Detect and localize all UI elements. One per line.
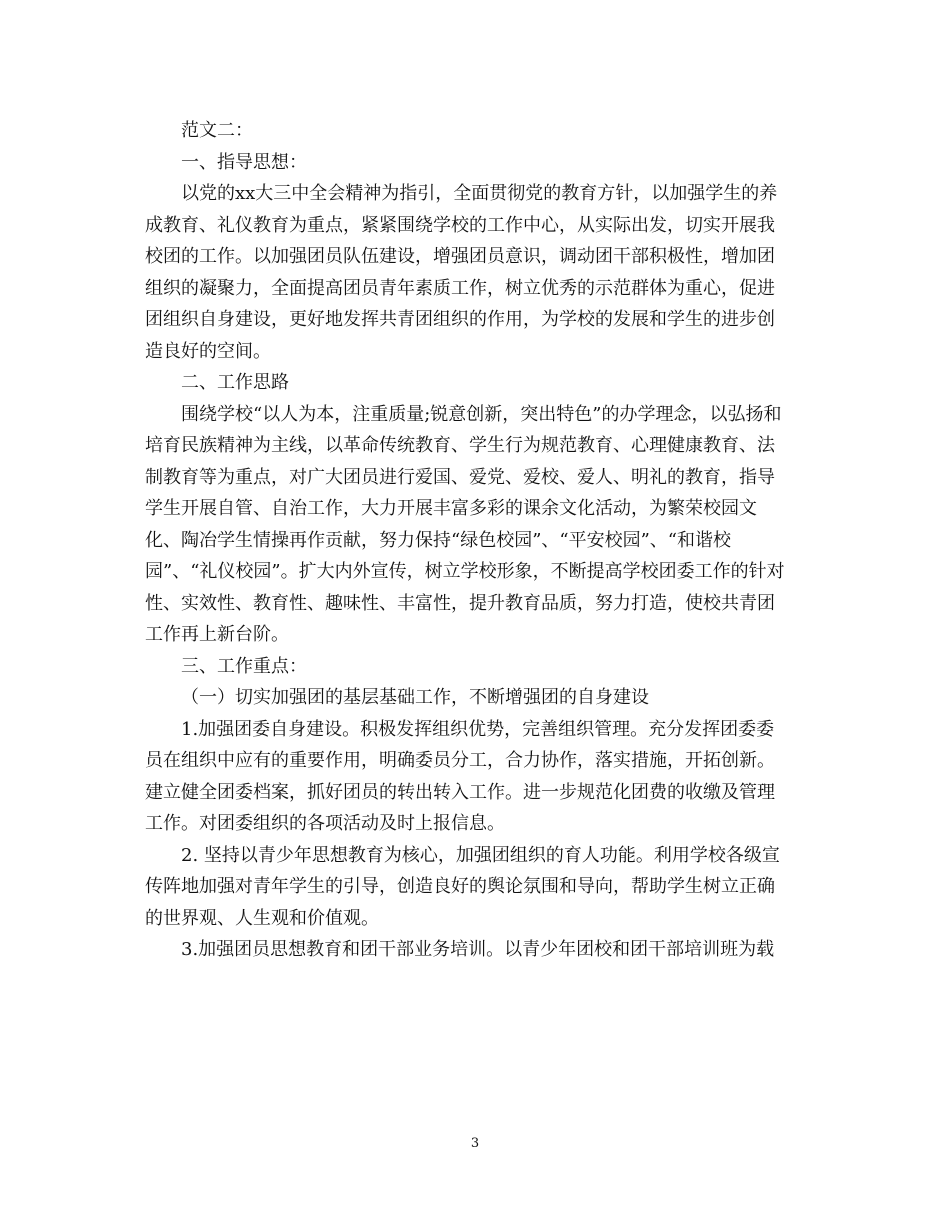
text-line: 二、工作思路 [181,372,289,393]
section-heading-work-approach [145,367,807,399]
text-line: 三、工作重点： [181,655,307,677]
text-line: 员在组织中应有的重要作用，明确委员分工，合力协作，落实措施，开拓创新。 [145,750,775,771]
text-line: （一）切实加强团的基层基础工作，不断增强团的自身建设 [181,687,649,708]
page-number: 3 [470,1136,480,1151]
text-line: 学生开展自管、自治工作，大力开展丰富多彩的课余文化活动，为繁荣校园文 [145,498,757,519]
text-line: 范文二： [181,120,253,141]
section-heading-work-focus [145,651,807,683]
text-line: 制教育等为重点，对广大团员进行爱国、爱党、爱校、爱人、明礼的教育，指导 [145,466,775,488]
document-body [145,115,807,966]
text-line: 工作。对团委组织的各项活动及时上报信息。 [145,813,505,834]
text-line: 团组织自身建设，更好地发挥共青团组织的作用，为学校的发展和学生的进步创 [145,309,775,330]
text-line: 以党的xx大三中全会精神为指引，全面贯彻党的教育方针，以加强学生的养 [181,183,778,204]
text-line: 一、指导思想： [181,151,307,173]
paragraph-guiding-ideology [145,178,807,367]
text-line: 性、实效性、教育性、趣味性、丰富性，提升教育品质，努力打造，使校共青团 [145,592,775,614]
text-line: 传阵地加强对青年学生的引导，创造良好的舆论氛围和导向，帮助学生树立正确 [145,876,775,897]
text-line: 3.加强团员思想教育和团干部业务培训。以青少年团校和团干部培训班为载 [181,939,775,960]
text-line: 的世界观、人生观和价值观。 [145,907,379,929]
subsection-heading-one [145,682,807,714]
text-line: 建立健全团委档案，抓好团员的转出转入工作。进一步规范化团费的收缴及管理 [145,781,775,803]
text-line: 围绕学校“以人为本，注重质量;锐意创新，突出特色”的办学理念，以弘扬和 [181,403,782,425]
text-line: 造良好的空间。 [145,340,271,362]
text-line: 园”、“礼仪校园”。扩大内外宣传，树立学校形象，不断提高学校团委工作的针对 [145,561,785,582]
paragraph-item-3 [145,934,807,966]
text-line: 工作再上新台阶。 [145,624,289,645]
text-line: 组织的凝聚力，全面提高团员青年素质工作，树立优秀的示范群体为重心，促进 [145,277,775,299]
section-heading-guiding-ideology [145,147,807,179]
paragraph-item-2 [145,840,807,935]
text-line: 2. 坚持以青少年思想教育为核心，加强团组织的育人功能。利用学校各级宣 [181,844,780,866]
paragraph-heading-fanwen [145,115,807,147]
text-line: 1.加强团委自身建设。积极发挥组织优势，完善组织管理。充分发挥团委委 [181,718,775,740]
text-line: 培育民族精神为主线，以革命传统教育、学生行为规范教育、心理健康教育、法 [145,435,775,456]
text-line: 化、陶冶学生情操再作贡献，努力保持“绿色校园”、“平安校园”、“和谐校 [145,529,732,551]
paragraph-work-approach [145,399,807,651]
text-line: 成教育、礼仪教育为重点，紧紧围绕学校的工作中心，从实际出发，切实开展我 [145,214,775,236]
text-line: 校团的工作。以加强团员队伍建设，增强团员意识，调动团干部积极性，增加团 [145,246,775,267]
paragraph-item-1 [145,714,807,840]
